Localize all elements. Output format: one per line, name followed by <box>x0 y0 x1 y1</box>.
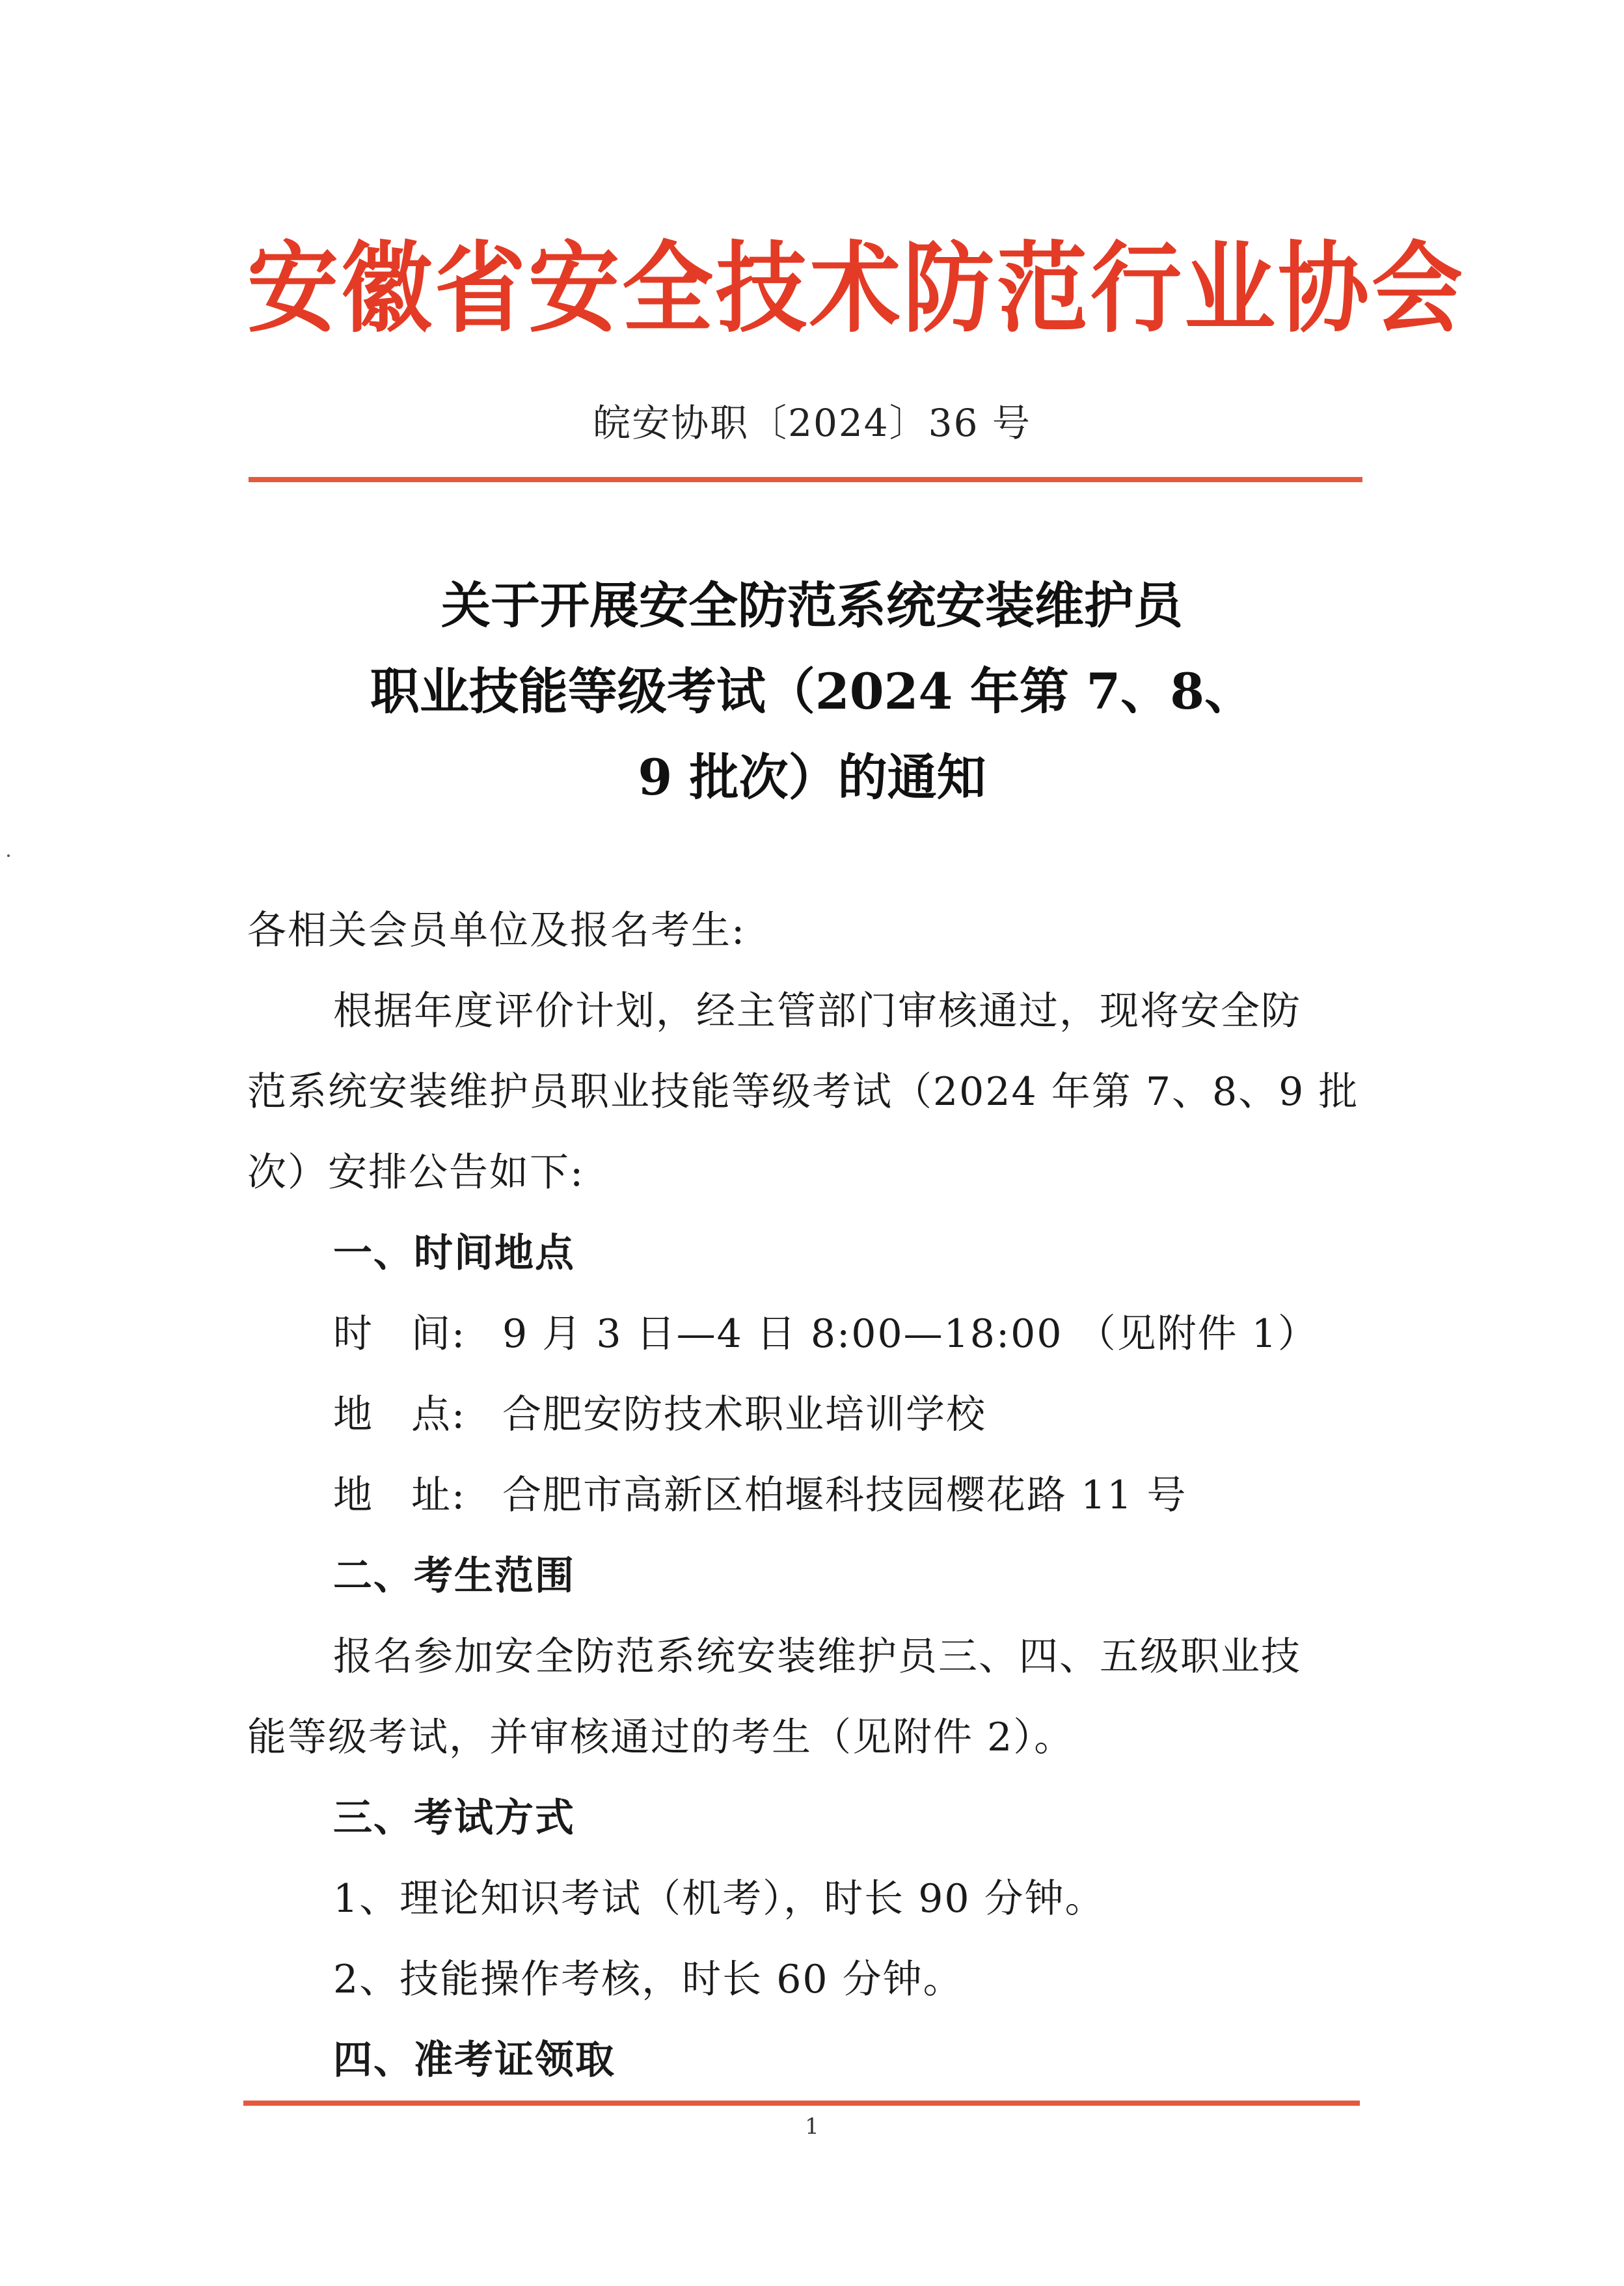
address-label-char: 地 <box>333 1473 373 1518</box>
scan-speck <box>7 854 10 857</box>
title-line-3: 9 批次）的通知 <box>638 748 986 806</box>
time-label-suffix: 间: <box>411 1311 467 1357</box>
place-label-suffix: 点: <box>411 1392 467 1437</box>
header-divider <box>249 477 1362 482</box>
exam-method-item-1: 1、理论知识考试（机考），时长 90 分钟。 <box>333 1876 1105 1922</box>
salutation: 各相关会员单位及报名考生: <box>247 908 746 953</box>
time-row <box>247 1294 1366 1374</box>
footer-divider <box>243 2101 1360 2106</box>
place-row <box>247 1374 1366 1455</box>
title-line-2: 职业技能等级考试（2024 年第 7、8、 <box>370 662 1254 720</box>
scope-line-2: 能等级考试，并审核通过的考生（见附件 2）。 <box>247 1715 1075 1760</box>
document-number: 皖安协职〔2024〕36 号 <box>593 401 1031 445</box>
intro-line-3: 次）安排公告如下: <box>247 1150 585 1195</box>
place-value: 合肥安防技术职业培训学校 <box>502 1392 986 1437</box>
scope-line-1: 报名参加安全防范系统安装维护员三、四、五级职业技 <box>333 1634 1301 1680</box>
title-line-1: 关于开展安全防范系统安装维护员 <box>441 577 1183 634</box>
notice-title <box>247 563 1377 821</box>
time-value: 9 月 3 日—4 日 8:00—18:00 （见附件 1） <box>502 1311 1318 1357</box>
organization-header: 安徽省安全技术防范行业协会 <box>247 232 1466 347</box>
time-label-char: 时 <box>333 1311 373 1357</box>
section-heading-1: 一、时间地点 <box>333 1231 575 1276</box>
intro-line-1: 根据年度评价计划，经主管部门审核通过，现将安全防 <box>333 988 1301 1034</box>
section-heading-3: 三、考试方式 <box>333 1795 575 1841</box>
page-number: 1 <box>805 2114 819 2140</box>
place-label-char: 地 <box>333 1392 373 1437</box>
address-value: 合肥市高新区柏堰科技园樱花路 11 号 <box>502 1473 1187 1518</box>
section-heading-4: 四、准考证领取 <box>333 2037 616 2083</box>
address-row <box>247 1455 1366 1536</box>
exam-method-item-2: 2、技能操作考核，时长 60 分钟。 <box>333 1957 964 2002</box>
section-heading-2: 二、考生范围 <box>333 1553 575 1599</box>
intro-line-2: 范系统安装维护员职业技能等级考试（2024 年第 7、8、9 批 <box>247 1069 1359 1115</box>
notice-body <box>247 890 1366 2101</box>
address-label-suffix: 址: <box>411 1473 467 1518</box>
